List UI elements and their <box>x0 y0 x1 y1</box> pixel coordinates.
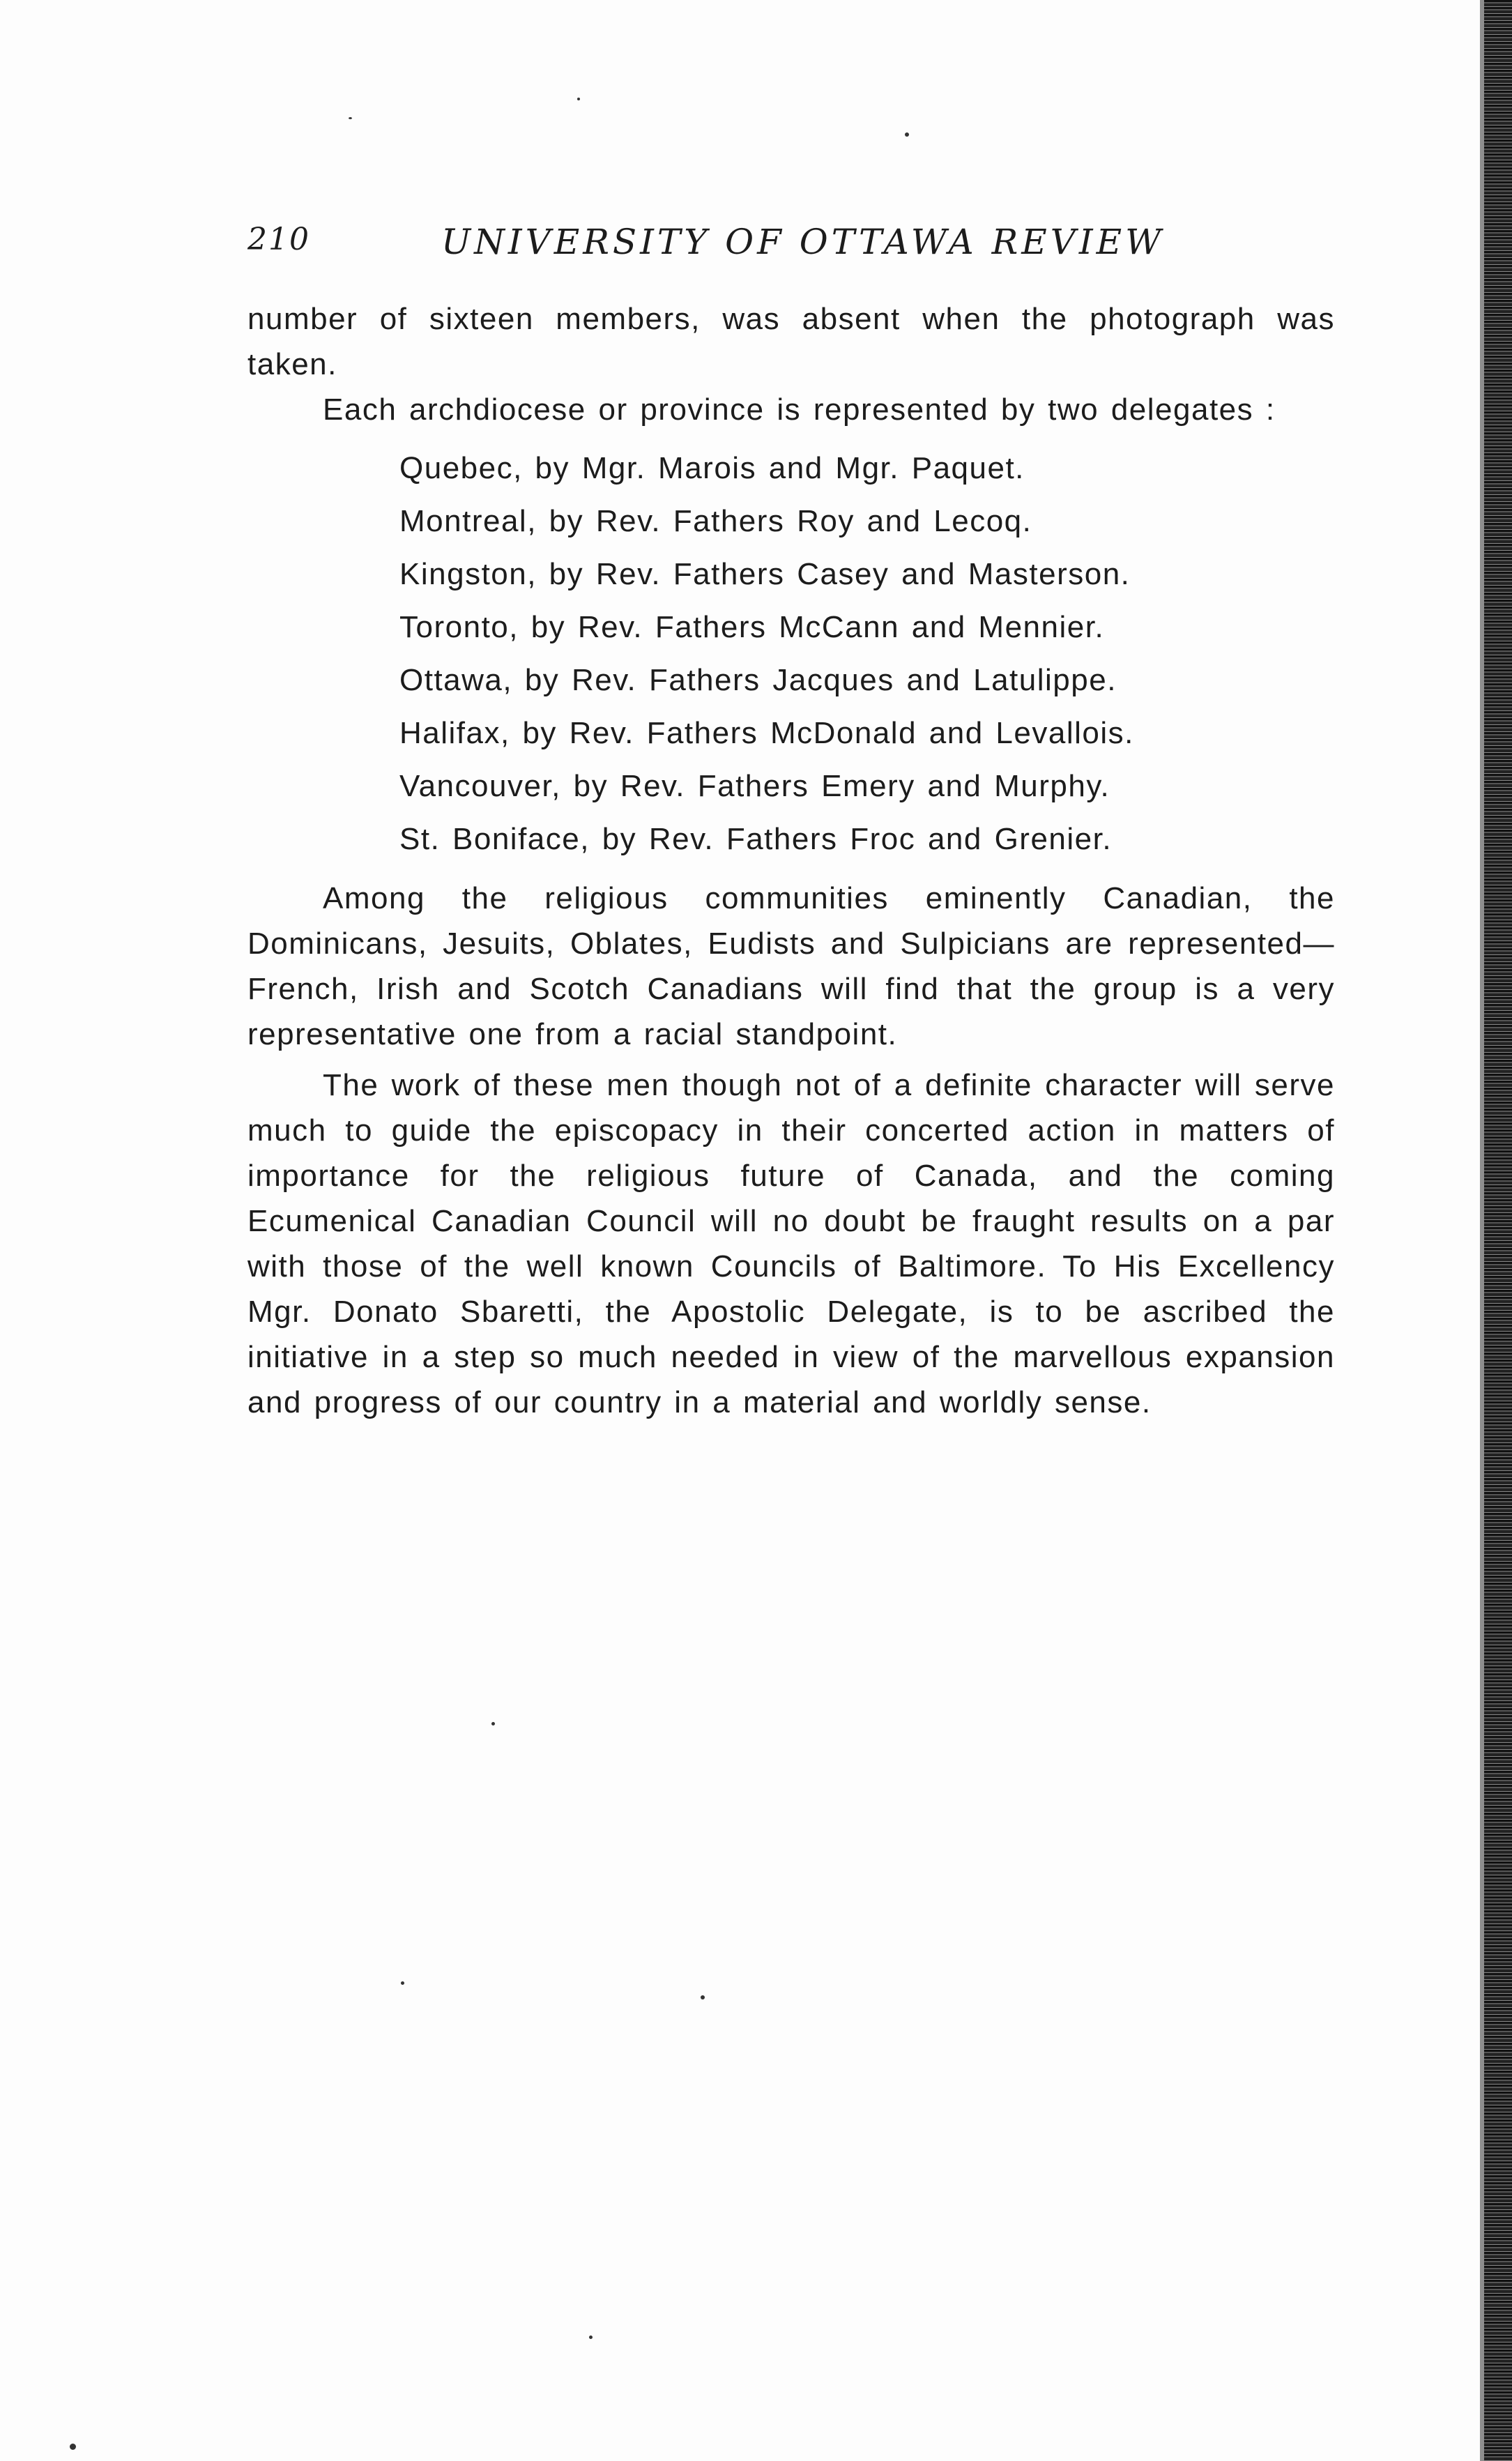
list-item: St. Boniface, by Rev. Fathers Froc and Grenier. <box>399 822 1113 856</box>
list-item: Toronto, by Rev. Fathers McCann and Mennier. <box>399 610 1105 644</box>
paragraph-work: The work of these men though not of a definite character will serve much to guide the episcopacy in their concerted action in matters of importance for the religious future of Canada, and the coming Ecumenical Canadian Council will no doubt be fraught results on a par with those of the well known Councils of Baltimore. To His Excellency Mgr. Donato Sbaretti, the Apostolic Delegate, is to be ascribed the initiative in a step so much needed in view of the marvellous expansion and progress of our country in a material and worldly sense. <box>247 1068 1335 1419</box>
scan-speck <box>701 1995 705 1999</box>
list-item: Montreal, by Rev. Fathers Roy and Lecoq. <box>399 504 1032 538</box>
list-item: Quebec, by Mgr. Marois and Mgr. Paquet. <box>399 451 1025 485</box>
page-header <box>247 222 1335 271</box>
paragraph-continuation: number of sixteen members, was absent when the photograph was taken. <box>247 302 1335 381</box>
scan-speck <box>905 132 909 137</box>
list-item: Kingston, by Rev. Fathers Casey and Masterson. <box>399 557 1131 591</box>
scan-speck <box>589 2336 593 2339</box>
scan-speck <box>577 98 580 100</box>
running-title: UNIVERSITY OF OTTAWA REVIEW <box>441 222 1165 262</box>
binding-edge <box>1484 0 1512 2461</box>
list-item: Halifax, by Rev. Fathers McDonald and Levallois. <box>399 716 1134 750</box>
scan-speck <box>70 2444 76 2450</box>
scan-speck <box>491 1722 495 1725</box>
article-body <box>247 296 1335 1425</box>
scan-speck <box>401 1981 404 1985</box>
list-item: Vancouver, by Rev. Fathers Emery and Murphy. <box>399 769 1110 803</box>
paragraph-delegates-intro: Each archdiocese or province is represented by two delegates : <box>323 393 1276 427</box>
scan-speck <box>349 117 352 119</box>
delegates-list <box>247 442 1335 866</box>
list-item: Ottawa, by Rev. Fathers Jacques and Latulippe. <box>399 663 1117 697</box>
paragraph-communities: Among the religious communities eminently Canadian, the Dominicans, Jesuits, Oblates, Eudists and Sulpicians are represented—French, Irish and Scotch Canadians will find that the group is a very representative one from a racial standpoint. <box>247 881 1335 1051</box>
page-number: 210 <box>247 222 310 257</box>
